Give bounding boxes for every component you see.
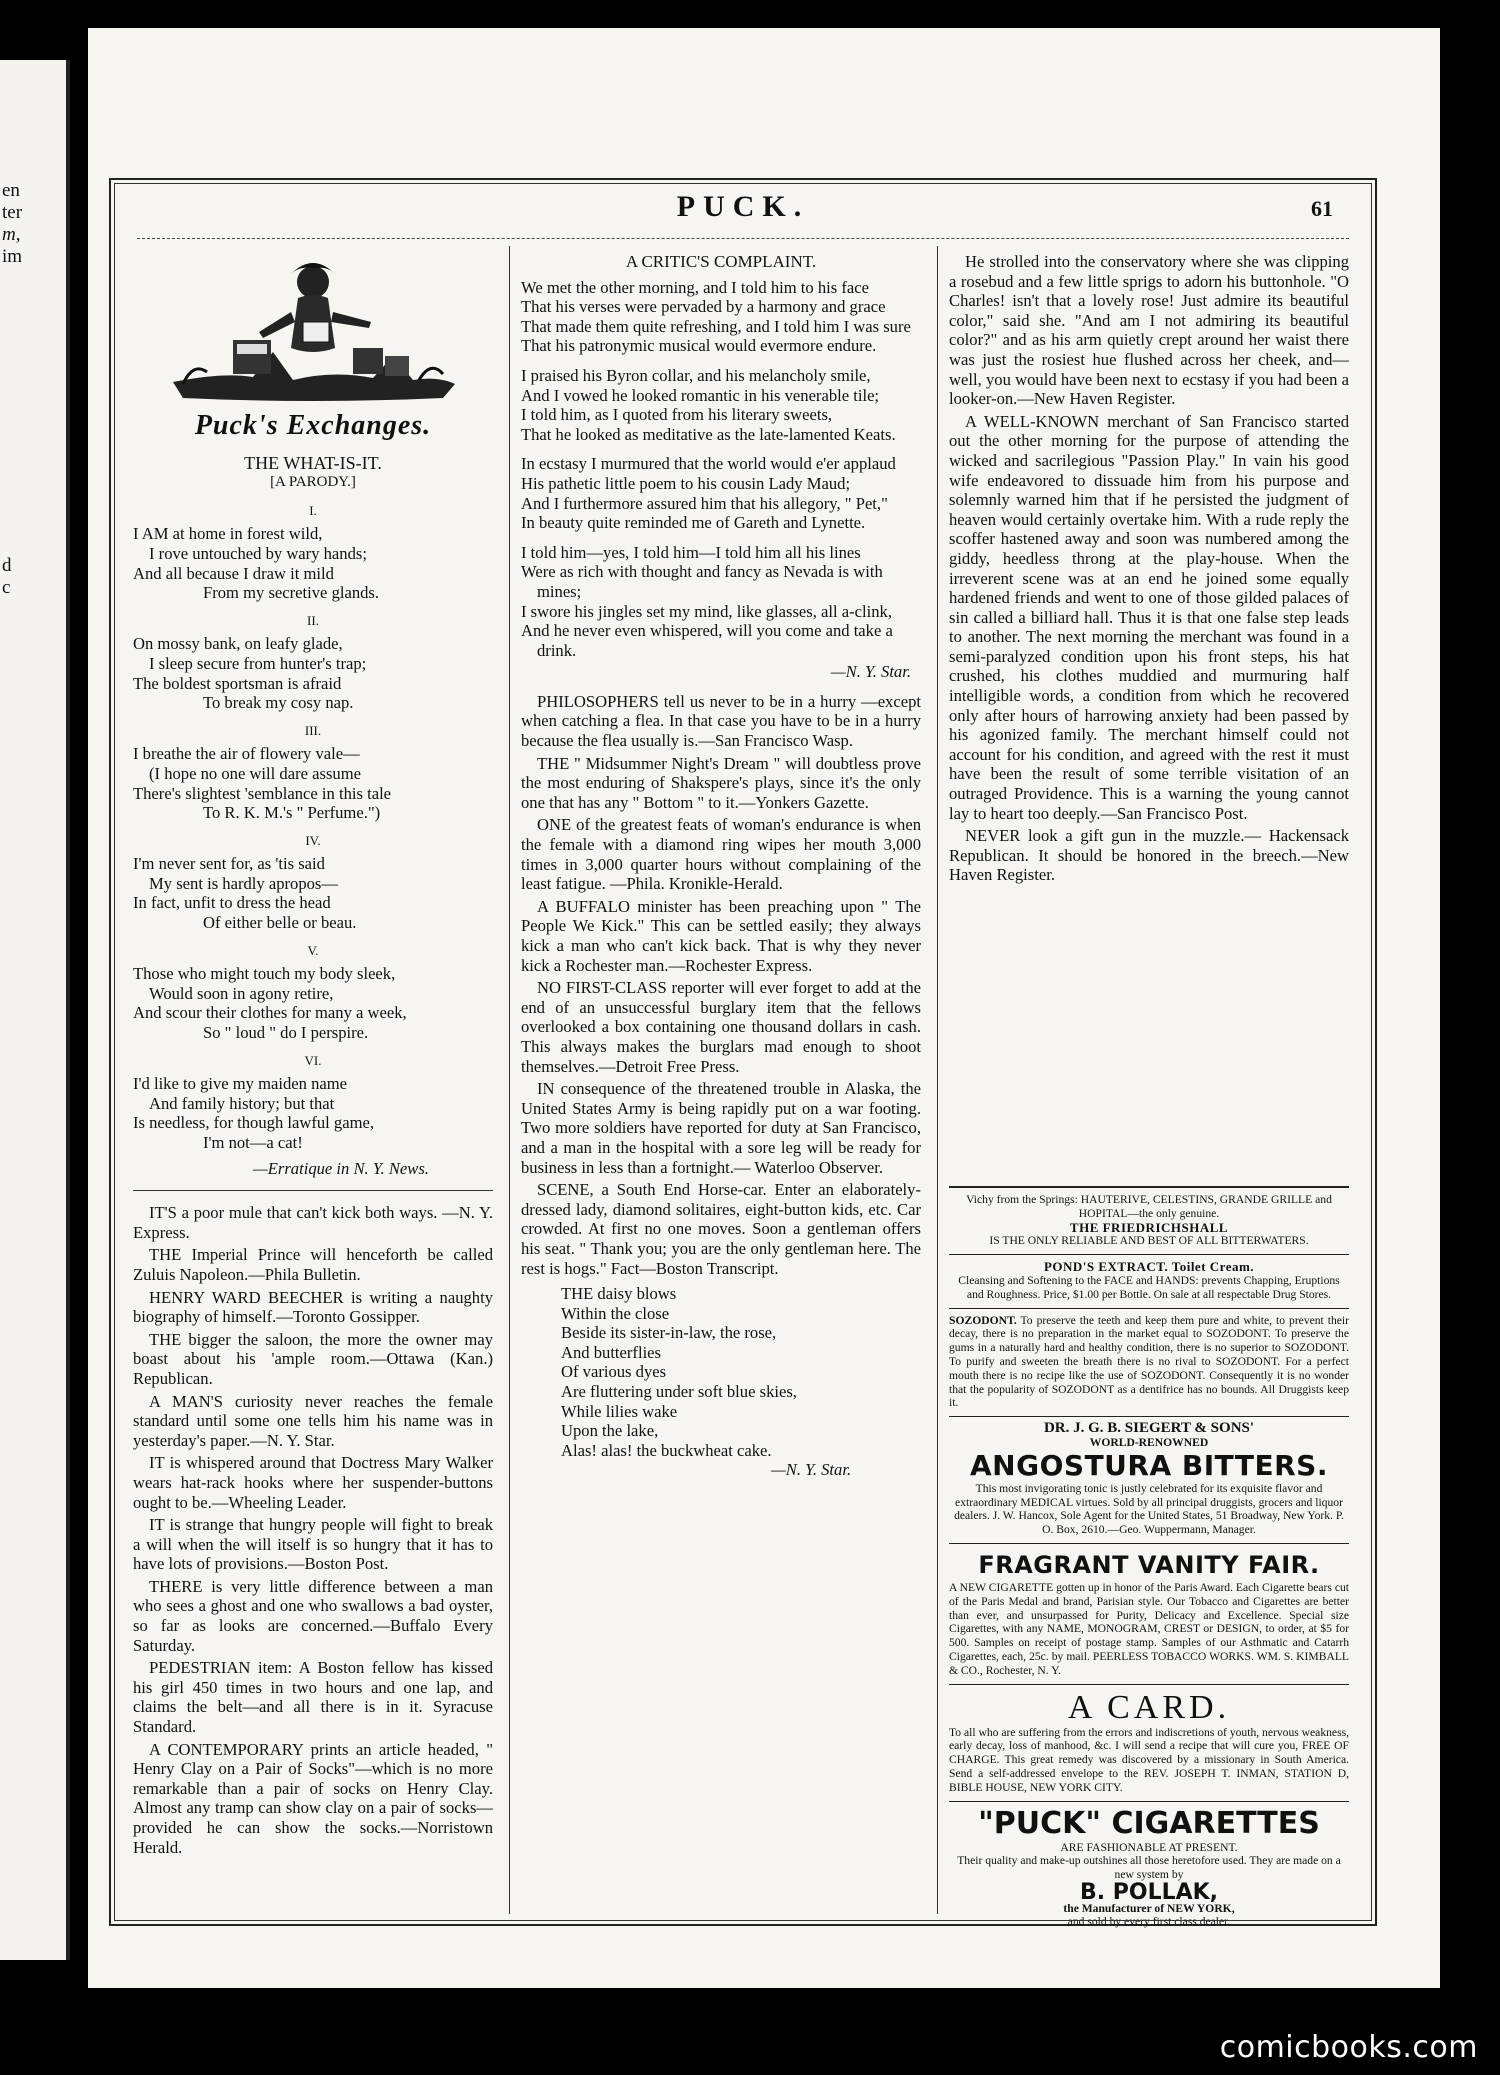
ad-maker-name: B. POLLAK, (1079, 1879, 1219, 1905)
poem-line: While lilies wake (561, 1401, 678, 1421)
stanza-number: IV. (305, 832, 321, 848)
poem-line: I'm never sent for, as 'tis said (133, 854, 325, 874)
page-fragment: ter (2, 202, 23, 223)
ad-title: POND'S EXTRACT. Toilet Cream. (1043, 1259, 1255, 1275)
stanza-number: VI. (304, 1052, 322, 1068)
poem-line: There's slightest 'semblance in this tale (133, 783, 392, 803)
poem-line: And I furthermore assured him that his allegory, " Pet," (521, 493, 888, 513)
ad-text: To preserve the teeth and keep them pure and white, to prevent their decay, there is no preparation in the market equal to SOZODONT. To preserve the gums in a naturally hard and healthy condition, there is no superior to SOZODONT. To purify and sweeten the breath there is no rival to SOZODONT. For a perfect mouth there is no recipe like the use of SOZODONT. Consequently it is no wonder that the popularity of SOZODONT as a dentifrice has no bounds. All Druggists keep it. (949, 1313, 1349, 1410)
exchange-item: THE Imperial Prince will henceforth be called Zuluis Napoleon.—Phila Bulletin. (133, 1245, 493, 1284)
poem-line: On mossy bank, on leafy glade, (133, 634, 343, 654)
site-watermark: comicbooks.com (1219, 2030, 1478, 2065)
poem-line: We met the other morning, and I told him to his face (521, 277, 869, 297)
magazine-page (88, 28, 1440, 1988)
poem-line: That made them quite refreshing, and I told him I was sure (521, 316, 911, 336)
ad-text: To all who are suffering from the errors and indiscretions of youth, nervous weakness, early decay, loss of manhood, &c. I will send a recipe that will cure you, FREE OF CHARGE. This great remedy was discovered by a missionary in South America. Send a self-addressed envelope to the REV. JOSEPH T. INMAN, STATION D, BIBLE HOUSE, NEW YORK CITY. (949, 1725, 1349, 1794)
poem-line: I sleep secure from hunter's trap; (149, 653, 367, 673)
exchange-item: A BUFFALO minister has been preaching upon " The People We Kick." This can be settled easily; they always kick a man who can't kick back. That is why they never kick a Rochester man.—Rochester Express. (521, 896, 921, 975)
poem-line: And he never even whispered, will you come and take a drink. (521, 621, 893, 660)
poem-line: Alas! alas! the buckwheat cake. (561, 1440, 772, 1460)
exchange-item: HENRY WARD BEECHER is writing a naughty biography of himself.—Toronto Gossipper. (133, 1287, 493, 1327)
poem-line: Of various dyes (561, 1362, 667, 1382)
poem-line: Of either belle or beau. (203, 913, 357, 933)
poem-line: To break my cosy nap. (203, 693, 354, 713)
poem-line: From my secretive glands. (203, 583, 380, 603)
column-2 (521, 246, 921, 1480)
ad-puck-cigarettes (949, 1801, 1349, 1936)
ad-text: Cleansing and Softening to the FACE and HANDS: prevents Chapping, Eruptions and Roughness. Price, $1.00 per Bottle. On sale at all respectable Drug Stores. (958, 1273, 1340, 1301)
ad-text: A NEW CIGARETTE gotten up in honor of the Paris Award. Each Cigarette bears cut of the Paris Medal and brand, Parisian style. Our Tobacco and Cigarettes are better than ever, and unsurpassed for Purity, Delicacy and Excellence. Special size Cigarettes, with any NAME, MONOGRAM, CREST or DESIGN, to order, at $5 for 500. Samples on receipt of postage stamp. Samples of our Asthmatic and Catarrh Cigarettes, each, 25c. by mail. PEERLESS TOBACCO WORKS. WM. S. KIMBALL & CO., Rochester, N. Y. (949, 1580, 1349, 1677)
ad-a-card (949, 1684, 1349, 1801)
ad-text: the Manufacturer of NEW YORK, (1063, 1901, 1235, 1915)
exchange-item: IT is whispered around that Doctress Mary Walker wears hat-rack hooks where her suspender-buttons ought to be.—Wheeling Leader. (133, 1453, 493, 1512)
poem-line: Those who might touch my body sleek, (133, 964, 396, 984)
poem-line: I swore his jingles set my mind, like glasses, all a-clink, (521, 601, 892, 621)
exchange-item: A MAN'S curiosity never reaches the female standard until some one tells him his name was in yesterday's paper.—N. Y. Star. (133, 1391, 493, 1450)
ad-title: SOZODONT. (949, 1313, 1017, 1327)
ad-title: A CARD. (1067, 1688, 1231, 1726)
poem-line: That his patronymic musical would evermore endure. (521, 336, 877, 356)
poem-subtitle: [A PARODY.] (270, 474, 356, 491)
daisy-poem (521, 1284, 921, 1480)
page-fragment: d (2, 555, 12, 576)
column-3 (949, 246, 1349, 888)
ad-title: FRAGRANT VANITY FAIR. (978, 1550, 1320, 1579)
poem-line: Were as rich with thought and fancy as Nevada is with mines; (521, 562, 883, 601)
poem-line: So " loud " do I perspire. (203, 1023, 369, 1043)
poem-line: Are fluttering under soft blue skies, (561, 1382, 797, 1402)
poem-line: I rove untouched by wary hands; (149, 543, 367, 563)
ad-ponds-extract (949, 1254, 1349, 1307)
masthead (111, 190, 1375, 234)
page-frame (109, 178, 1377, 1929)
critic-stanza (521, 278, 921, 356)
exchange-item: IT is strange that hungry people will fight to break a will when the will itself is so hungry that it has to have lots of provisions.—Boston Post. (133, 1515, 493, 1574)
critic-poem-title: A CRITIC'S COMPLAINT. (625, 252, 817, 271)
what-is-it-poem (133, 501, 493, 1178)
poem-line: THE daisy blows (561, 1284, 677, 1304)
ad-title: "PUCK" CIGARETTES (978, 1805, 1320, 1841)
page-fragment: en (2, 180, 20, 201)
exchange-item: IN consequence of the threatened trouble in Alaska, the United States Army is being rapidly put on a war footing. Two more soldiers have reported for duty at San Francisco, and a man in the hospital with a sore leg will be ready for business in less than a fortnight.— Waterloo Observer. (521, 1079, 921, 1177)
poem-line: To R. K. M.'s " Perfume.") (203, 803, 381, 823)
ad-text: ARE FASHIONABLE AT PRESENT. (1060, 1840, 1238, 1854)
exchange-item: SCENE, a South End Horse-car. Enter an elaborately-dressed lady, diamond solitaires, eight-button kids, etc. Car crowded. At first no one moves. Soon a gentleman offers his seat. " Thank you; you are the only gentleman here. The rest is hogs." Fact—Boston Transcript. (521, 1180, 921, 1278)
poem-line: The boldest sportsman is afraid (133, 673, 342, 693)
exchange-item: THERE is very little difference between a man who sees a ghost and one who swallows a bad oyster, so far as looks are concerned.—Buffalo Every Saturday. (133, 1576, 493, 1655)
ad-text: Vichy from the Springs: HAUTERIVE, CELESTINS, GRANDE GRILLE and HOPITAL—the only genuine. (966, 1193, 1332, 1220)
ad-sozodont (949, 1308, 1349, 1417)
poem-line: My sent is hardly apropos— (149, 873, 338, 893)
magazine-title: PUCK. (676, 190, 810, 223)
header-rule (137, 238, 1349, 239)
exchange-item: He strolled into the conservatory where she was clipping a rosebud and a few little sprigs to adorn his buttonhole. "O Charles! isn't that a lovely rose! Just admire its beautiful color," said she. "And am I not admiring its beautiful color?" and as his arm quietly crept around her waist there was just the rosiest hue flushed across her cheek, and—well, you would have been next to ecstasy if you had been a looker-on.—New Haven Register. (949, 252, 1349, 409)
poem-line: That he looked as meditative as the late-lamented Keats. (521, 424, 896, 444)
poem-line: And scour their clothes for many a week, (133, 1003, 407, 1023)
exchange-item: A CONTEMPORARY prints an article headed, " Henry Clay on a Pair of Socks"—which is no more remarkable than a pair of socks on Henry Clay. Almost any tramp can show clay on a pair of socks—provided he can show the socks.—Norristown Herald. (133, 1739, 493, 1857)
poem-line: I'd like to give my maiden name (133, 1074, 348, 1094)
ad-text: and sold by every first class dealer. (1067, 1915, 1231, 1929)
poem-line: That his verses were pervaded by a harmony and grace (521, 297, 886, 317)
poem-line: Is needless, for though lawful game, (133, 1113, 375, 1133)
exchange-item: IT'S a poor mule that can't kick both ways. —N. Y. Express. (133, 1203, 493, 1242)
poem-line: I'm not—a cat! (203, 1133, 303, 1152)
poem-line: And butterflies (561, 1342, 662, 1362)
section-divider (133, 1190, 493, 1191)
poem-line: And I vowed he looked romantic in his venerable tile; (521, 385, 880, 405)
ad-text: DR. J. G. B. SIEGERT & SONS' (1043, 1420, 1255, 1437)
stanza-number: V. (307, 942, 319, 958)
critic-stanza (521, 366, 921, 444)
exchange-item: THE " Midsummer Night's Dream " will doubtless prove the most enduring of Shakspere's plays, since it's the only one that has any " Bottom " to it.—Yonkers Gazette. (521, 753, 921, 812)
previous-page-edge (0, 60, 70, 1960)
poem-line: I praised his Byron collar, and his melancholy smile, (521, 365, 871, 385)
poem-attribution: —Erratique in N. Y. News. (253, 1158, 429, 1178)
poem-attribution: —N. Y. Star. (771, 1460, 852, 1480)
poem-line: I told him—yes, I told him—I told him all his lines (521, 542, 861, 562)
ad-title: THE FRIEDRICHSHALL (1069, 1219, 1229, 1235)
poem-line: I breathe the air of flowery vale— (133, 744, 360, 764)
poem-title: THE WHAT-IS-IT. (244, 452, 382, 473)
ad-title: ANGOSTURA BITTERS. (970, 1448, 1328, 1482)
poem-line: And all because I draw it mild (133, 563, 334, 583)
ad-angostura-bitters (949, 1416, 1349, 1543)
poem-line: (I hope no one will dare assume (149, 763, 361, 783)
ad-text: IS THE ONLY RELIABLE AND BEST OF ALL BITTERWATERS. (989, 1234, 1309, 1248)
ad-vanity-fair (949, 1543, 1349, 1684)
page-fragment: m, (2, 224, 21, 245)
ad-friedrichshall (949, 1186, 1349, 1254)
poem-line: In beauty quite reminded me of Gareth and Lynette. (521, 513, 866, 533)
page-fragment: im (2, 246, 23, 267)
ad-text: Their quality and make-up outshines all those heretofore used. They are made on a new system by (957, 1854, 1341, 1882)
critic-stanza (521, 543, 921, 661)
ad-text: WORLD-RENOWNED (1089, 1435, 1209, 1449)
column-1 (133, 246, 493, 1860)
poem-line: Beside its sister-in-law, the rose, (561, 1323, 777, 1343)
stanza-number: II. (307, 612, 319, 628)
column-rule (509, 246, 510, 1914)
column-rule (937, 246, 938, 1914)
exchange-item: NO FIRST-CLASS reporter will ever forget to add at the end of an unsuccessful burglary item that the fellows overlooked a box containing one thousand dollars in cash. This always makes the burglars mad enough to shoot themselves.—Detroit Free Press. (521, 978, 921, 1076)
poem-line: I told him, as I quoted from his literary sweets, (521, 405, 833, 425)
exchanges-vignette-illustration (163, 252, 463, 412)
page-number: 61 (1311, 196, 1333, 221)
exchanges-heading: Puck's Exchanges. (194, 410, 432, 441)
ad-text: This most invigorating tonic is justly celebrated for its exquisite flavor and extraordinary MEDICAL virtues. Sold by all principal druggists, grocers and liquor dealers. J. W. Hancox, Sole Agent for the United States, 51 Broadway, New York. P. O. Box, 2610.—Geo. Wuppermann, Manager. (954, 1481, 1344, 1537)
poem-line: Would soon in agony retire, (149, 983, 334, 1003)
poem-line: His pathetic little poem to his cousin Lady Maud; (521, 473, 851, 493)
poem-line: In ecstasy I murmured that the world would e'er applaud (521, 454, 896, 474)
poem-line: In fact, unfit to dress the head (133, 893, 331, 913)
advertisements (949, 1186, 1349, 1935)
critic-stanza (521, 454, 921, 532)
poem-line: Upon the lake, (561, 1421, 659, 1441)
exchange-item: PHILOSOPHERS tell us never to be in a hurry —except when catching a flea. In that case you have to be in a hurry because the flea usually is.—San Francisco Wasp. (521, 691, 921, 751)
poem-attribution: —N. Y. Star. (830, 662, 911, 682)
exchange-item: ONE of the greatest feats of woman's endurance is when the female with a diamond ring wipes her mouth 3,000 times in 3,000 quarter hours without complaining of the least fatigue. —Phila. Kronikle-Herald. (521, 815, 921, 894)
exchange-item: PEDESTRIAN item: A Boston fellow has kissed his girl 450 times in two hours and one lap, and claims the belt—and all there is in it. Syracuse Standard. (133, 1658, 493, 1737)
poem-line: And family history; but that (149, 1093, 335, 1113)
poem-line: I AM at home in forest wild, (133, 524, 323, 544)
exchange-item: THE bigger the saloon, the more the owner may boast about his 'ample room.—Ottawa (Kan.) Republican. (133, 1329, 493, 1388)
stanza-number: I. (309, 502, 317, 518)
exchange-item: A WELL-KNOWN merchant of San Francisco started out the other morning for the purpose of attending the wicked and sacrilegious "Passion Play." In vain his good wife endeavored to dissuade him from his purpose and solemnly warned him that if he persisted the judgment of heaven would certainly overtake him. With a rude reply the scoffer hastened away and soon was numbered among the giddy, heedless throng at the play-house. When the irreverent scene was at an end he joined some equally hardened friends and went to one of those gilded palaces of sin called a billiard hall. Thus it is that one false step leads to another. The next morning the merchant was found in a semi-paralyzed condition upon his front steps, his hat crushed, his clothes muddied and murmuring half intelligible words, a condition from which he recovered only after hours of harrowing anxiety had been passed by his agonized family. The merchant himself could not account for his condition, and agreed with the rest it must have been the result of some terrible visitation of an outraged Providence. This is a warning the young cannot lay to heart too deeply.—San Francisco Post. (949, 411, 1349, 823)
poem-line: Within the close (561, 1303, 670, 1323)
page-fragment: c (2, 577, 11, 598)
exchange-item: NEVER look a gift gun in the muzzle.— Hackensack Republican. It should be honored in the breech.—New Haven Register. (949, 826, 1349, 885)
stanza-number: III. (304, 722, 322, 738)
